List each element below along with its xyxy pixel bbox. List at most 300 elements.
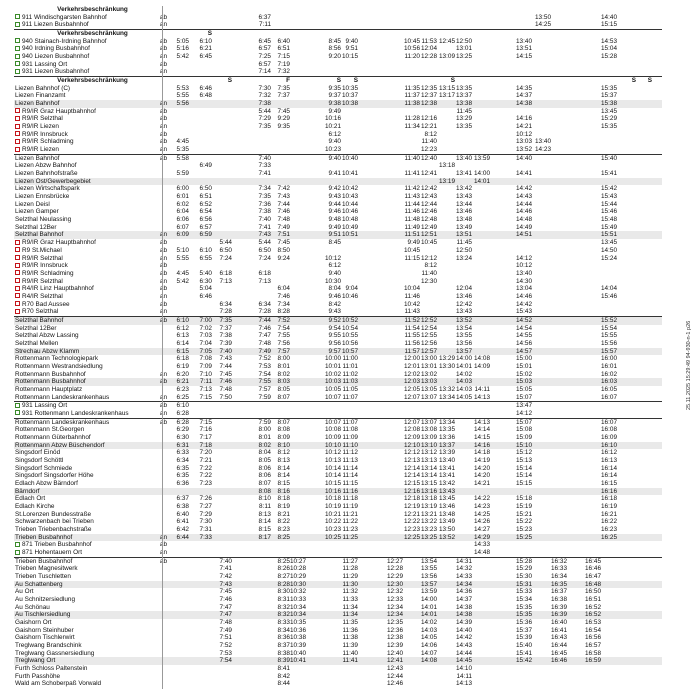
bus-connection-icon (15, 38, 20, 43)
stop-name (15, 170, 151, 178)
time-cell: 13:13 (421, 456, 437, 464)
stop-name-text: Verkehrsbeschränkung (57, 30, 128, 38)
time-cell: 15:31 (516, 580, 532, 588)
stop-name-text: Schwarzenbach bei Trieben (15, 518, 94, 526)
stop-name (15, 92, 151, 100)
bus-connection-icon (15, 14, 20, 19)
arrival-indicator: an (159, 393, 167, 401)
stop-name-text: Strechau Abzw Klamm (15, 347, 80, 355)
time-cell: 10:21 (325, 510, 341, 518)
time-cell: 11:33 (342, 596, 358, 604)
time-cell: 5:59 (176, 170, 189, 178)
time-cell: 12:14 (404, 464, 420, 472)
stop-name-text: R9 St.Michael (22, 246, 62, 254)
stop-name (15, 511, 151, 519)
time-cell: 15:37 (601, 92, 617, 100)
stop-name-text: R9/IR Schladming (22, 269, 74, 277)
time-cell: 13:45 (601, 107, 617, 115)
time-cell: 12:16 (404, 487, 420, 495)
timetable-row (14, 316, 662, 325)
time-cell: 13:48 (439, 510, 455, 518)
time-cell: 15:35 (516, 603, 532, 611)
time-cell: 13:56 (456, 339, 472, 347)
time-cell: 15:12 (516, 449, 532, 457)
time-cell: 7:35 (277, 84, 290, 92)
time-cell: 14:08 (421, 657, 437, 665)
time-cell: 7:16 (199, 426, 212, 434)
timetable-row (14, 21, 662, 29)
time-cell: 10:48 (342, 216, 358, 224)
timetable-row (14, 146, 662, 154)
time-cell: 13:32 (439, 385, 455, 393)
time-cell: 14:42 (516, 300, 532, 308)
time-cell: 14:15 (474, 433, 490, 441)
timetable-row (14, 596, 662, 604)
departure-indicator: ab (159, 13, 167, 21)
time-cell: 10:12 (516, 262, 532, 270)
time-cell: 10:30 (325, 277, 341, 285)
time-cell: 10:21 (325, 123, 341, 131)
time-cell: 15:15 (601, 21, 617, 29)
time-cell: 13:04 (516, 285, 532, 293)
time-cell: 9:51 (328, 231, 341, 239)
time-cell: 15:40 (516, 642, 532, 650)
time-cell: 14:16 (474, 441, 490, 449)
time-cell: 6:12 (328, 130, 341, 138)
stop-name (15, 146, 151, 154)
time-cell: 12:05 (404, 385, 420, 393)
time-cell: 10:07 (325, 418, 341, 426)
stop-name-text: Liezen Bahnhof (15, 100, 60, 108)
time-cell: 15:07 (516, 418, 532, 426)
time-cell: 10:42 (404, 300, 420, 308)
time-cell: 9:54 (328, 324, 341, 332)
time-cell: 16:52 (585, 603, 601, 611)
stop-name-text: R4/IR Linz Hauptbahnhof (22, 285, 94, 293)
stop-name-text: 931 Lassing Ort (22, 402, 68, 410)
time-cell: 16:40 (551, 619, 567, 627)
time-cell: 13:41 (456, 170, 472, 178)
time-cell: 14:21 (474, 479, 490, 487)
time-cell: 8:13 (258, 510, 271, 518)
time-cell: 16:48 (585, 580, 601, 588)
time-cell: 15:08 (516, 426, 532, 434)
time-cell: 16:18 (601, 495, 617, 503)
time-cell: 13:49 (439, 518, 455, 526)
time-cell: 12:48 (421, 216, 437, 224)
time-cell: 16:43 (551, 634, 567, 642)
train-connection-icon (15, 139, 20, 144)
time-cell: 7:04 (199, 339, 212, 347)
time-cell: 7:15 (199, 393, 212, 401)
time-cell: 13:46 (456, 292, 472, 300)
time-cell: 6:59 (199, 231, 212, 239)
time-cell: 7:13 (219, 277, 232, 285)
time-cell: 15:30 (516, 573, 532, 581)
bus-connection-icon (15, 410, 20, 415)
stop-name (15, 642, 151, 650)
time-cell: 13:09 (421, 433, 437, 441)
time-cell: 15:10 (516, 441, 532, 449)
time-cell: 13:44 (456, 200, 472, 208)
stop-name (15, 465, 151, 473)
time-cell: 7:11 (200, 378, 212, 386)
stop-name (15, 123, 151, 131)
time-cell: 10:45 (404, 37, 420, 45)
time-cell: 9:43 (328, 308, 341, 316)
time-cell: 14:40 (516, 154, 532, 162)
stop-name (15, 108, 151, 116)
time-cell: 13:52 (516, 146, 532, 154)
time-cell: 10:37 (342, 92, 358, 100)
stop-name (15, 208, 151, 216)
time-cell: 6:44 (176, 533, 189, 541)
time-cell: 13:10 (421, 441, 437, 449)
time-cell: 15:37 (516, 626, 532, 634)
time-cell: 8:23 (277, 526, 290, 534)
time-cell: 13:50 (535, 13, 551, 21)
time-cell: 10:15 (342, 53, 358, 61)
stop-name-text: Edlach Kirche (15, 503, 55, 510)
time-cell: 10:38 (342, 100, 358, 108)
stop-name (15, 185, 151, 193)
time-cell: 7:42 (277, 185, 290, 193)
time-cell: 14:42 (456, 634, 472, 642)
time-cell: 16:19 (601, 503, 617, 510)
stop-name (15, 247, 151, 255)
time-cell: 8:31 (277, 596, 290, 604)
time-cell: 16:12 (601, 449, 617, 457)
time-cell: 6:18 (258, 269, 271, 277)
stop-name-text: Gaishorn Tischlerwirt (15, 634, 75, 642)
time-cell: 16:44 (551, 642, 567, 650)
stop-name-text: Selzthal Bahnhof (15, 231, 64, 239)
time-cell: 5:55 (176, 254, 189, 262)
time-cell: 13:35 (456, 84, 472, 92)
stop-name (15, 85, 151, 93)
time-cell: 6:30 (199, 277, 212, 285)
departure-indicator: ab (159, 154, 167, 162)
stop-name-text: Verkehrsbeschränkung (57, 77, 128, 85)
time-cell: 8:30 (277, 588, 290, 596)
bus-connection-icon (15, 550, 20, 555)
time-cell: 10:00 (325, 355, 341, 363)
time-cell: 7:38 (258, 208, 271, 216)
stop-name (15, 293, 151, 301)
timetable-row (14, 541, 662, 549)
time-cell: 8:15 (277, 479, 290, 487)
time-cell: 9:49 (328, 107, 341, 115)
train-connection-icon (15, 286, 20, 291)
timetable-row (14, 457, 662, 465)
time-cell: 11:32 (342, 588, 358, 596)
stop-name (15, 434, 151, 442)
stop-name (15, 301, 151, 309)
time-cell: 13:35 (439, 426, 455, 434)
time-cell: 14:51 (516, 231, 532, 239)
time-cell: 14:18 (474, 449, 490, 457)
time-cell: 14:09 (474, 362, 490, 370)
time-cell: 11:45 (456, 239, 472, 247)
time-cell: 12:32 (387, 588, 403, 596)
stop-name (15, 604, 151, 612)
time-cell: 14:03 (421, 626, 437, 634)
departure-indicator: ab (159, 285, 167, 293)
timetable-row (14, 301, 662, 309)
timetable-row (14, 92, 662, 100)
time-cell: 6:09 (176, 231, 189, 239)
stop-name (15, 410, 151, 418)
time-cell: 10:49 (342, 223, 358, 231)
time-cell: 12:41 (421, 170, 437, 178)
timetable-row (14, 363, 662, 371)
arrival-indicator: an (159, 308, 167, 316)
time-cell: 8:26 (277, 565, 290, 573)
time-cell: 14:54 (516, 324, 532, 332)
time-cell: 16:38 (551, 596, 567, 604)
time-cell: 6:35 (176, 464, 189, 472)
restriction-flag: S (631, 77, 636, 85)
timetable-row (14, 386, 662, 394)
departure-indicator: ab (159, 262, 167, 270)
stop-name-text: Edlach Abzw Bärndorf (15, 479, 78, 487)
stop-name (15, 371, 151, 379)
stop-name (15, 14, 151, 22)
stop-name-text: Singsdorf Schmiede (15, 464, 73, 472)
departure-indicator: ab (159, 418, 167, 426)
time-cell: 6:28 (176, 418, 189, 426)
timetable-row (14, 503, 662, 511)
time-cell: 10:27 (290, 557, 306, 565)
time-cell: 7:14 (258, 68, 271, 76)
stop-name (15, 634, 151, 642)
time-cell: 15:46 (601, 208, 617, 216)
time-cell: 7:39 (219, 339, 232, 347)
train-connection-icon (15, 247, 20, 252)
time-cell: 12:42 (456, 300, 472, 308)
time-cell: 12:54 (421, 324, 437, 332)
time-cell: 10:22 (325, 518, 341, 526)
time-cell: 7:34 (277, 300, 290, 308)
arrival-indicator: an (159, 100, 167, 108)
time-cell: 15:41 (601, 170, 617, 178)
time-cell: 12:38 (421, 100, 437, 108)
time-cell: 12:50 (456, 246, 472, 254)
time-cell: 6:56 (199, 216, 212, 224)
time-cell: 15:03 (516, 378, 532, 386)
time-cell: 16:52 (585, 611, 601, 619)
stop-name-text: Furth Schloss Paltenstein (15, 665, 88, 673)
time-cell: 7:53 (219, 649, 232, 657)
time-cell: 11:16 (342, 487, 358, 495)
timetable-row (14, 355, 662, 363)
time-cell: 8:34 (277, 626, 290, 634)
time-cell: 11:39 (342, 642, 358, 650)
time-cell: 11:53 (421, 37, 437, 45)
time-cell: 7:48 (219, 619, 232, 627)
time-cell: 6:46 (199, 292, 212, 300)
time-cell: 6:42 (176, 526, 189, 534)
time-cell: 12:34 (387, 603, 403, 611)
time-cell: 13:01 (456, 45, 472, 53)
time-cell: 16:02 (601, 370, 617, 378)
time-cell: 12:12 (404, 449, 420, 457)
stop-name-text: Treglwang Ort (15, 657, 56, 665)
timetable-row (14, 549, 662, 557)
time-cell: 13:25 (421, 533, 437, 541)
time-cell: 10:04 (404, 285, 420, 293)
timetable (14, 6, 662, 688)
time-cell: 10:30 (290, 580, 306, 588)
time-cell: 16:16 (601, 487, 617, 495)
stop-name (15, 386, 151, 394)
stop-name-text: Trieben Magnesitwerk (15, 565, 78, 573)
time-cell: 10:45 (421, 239, 437, 247)
timetable-row (14, 650, 662, 658)
time-cell: 13:52 (439, 533, 455, 541)
stop-name (15, 657, 151, 665)
time-cell: 7:28 (258, 308, 271, 316)
time-cell: 14:08 (474, 355, 490, 363)
time-cell: 13:15 (439, 84, 455, 92)
time-cell: 8:10 (258, 495, 271, 503)
time-cell: 13:14 (421, 464, 437, 472)
time-cell: 11:56 (404, 339, 420, 347)
time-cell: 14:04 (601, 285, 617, 293)
time-cell: 12:44 (421, 200, 437, 208)
time-cell: 16:37 (551, 588, 567, 596)
stop-name (15, 270, 151, 278)
time-cell: 8:01 (258, 433, 271, 441)
time-cell: 9:48 (328, 216, 341, 224)
stop-name-text: Verkehrsbeschränkung (57, 6, 128, 13)
time-cell: 16:39 (551, 611, 567, 619)
stop-name (15, 378, 151, 386)
stop-name-text: Selzthal 12Ber (15, 324, 57, 332)
timetable-row (14, 208, 662, 216)
time-cell: 9:49 (407, 239, 420, 247)
time-cell: 13:46 (456, 208, 472, 216)
stop-name-text: Selzthal Abzw Lassing (15, 332, 79, 340)
time-cell: 6:30 (176, 433, 189, 441)
timetable-row (14, 308, 662, 316)
timetable-row (14, 401, 662, 410)
time-cell: 11:40 (421, 269, 437, 277)
restriction-flag: S (207, 30, 212, 38)
time-cell: 8:25 (277, 533, 290, 541)
time-cell: 7:54 (219, 657, 232, 665)
time-cell: 12:39 (387, 642, 403, 650)
time-cell: 12:57 (421, 347, 437, 355)
time-cell: 6:40 (277, 37, 290, 45)
time-cell: 8:42 (328, 300, 341, 308)
stop-name (15, 278, 151, 286)
restriction-flag: S (353, 77, 358, 85)
time-cell: 13:22 (421, 518, 437, 526)
time-cell: 14:27 (474, 526, 490, 534)
time-cell: 7:40 (258, 154, 271, 162)
time-cell: 14:06 (421, 642, 437, 650)
stop-name (15, 457, 151, 465)
stop-name (15, 488, 151, 496)
stop-name (15, 581, 151, 589)
time-cell: 11:27 (342, 557, 358, 565)
time-cell: 6:25 (176, 393, 189, 401)
time-cell: 7:05 (199, 347, 212, 355)
bus-connection-icon (15, 22, 20, 27)
time-cell: 14:46 (516, 292, 532, 300)
stop-name (15, 619, 151, 627)
stop-name-text: Trieben Busbahnhof (15, 557, 73, 565)
stop-name-text: 940 Stainach-Irdning Bahnhof (22, 37, 107, 45)
restriction-flag: F (286, 77, 290, 85)
stop-name (15, 178, 151, 186)
time-cell: 13:05 (421, 385, 437, 393)
time-cell: 10:15 (325, 479, 341, 487)
stop-name-text: Liezen Finanzamt (15, 92, 66, 100)
time-cell: 7:00 (199, 316, 212, 324)
time-cell: 8:07 (277, 393, 290, 401)
time-cell: 11:36 (342, 626, 358, 634)
time-cell: 12:46 (387, 680, 403, 688)
time-cell: 12:30 (421, 277, 437, 285)
stop-name (15, 472, 151, 480)
time-cell: 10:36 (290, 626, 306, 634)
time-cell: 14:43 (456, 642, 472, 650)
timetable-row (14, 231, 662, 239)
time-cell: 7:44 (219, 362, 232, 370)
bus-connection-icon (15, 542, 20, 547)
time-cell: 12:40 (421, 154, 437, 162)
stop-name (15, 348, 151, 356)
time-cell: 13:23 (421, 526, 437, 534)
stop-name-text: R9/IR Graz Hauptbahnhof (22, 239, 96, 247)
time-cell: 13:40 (535, 138, 551, 146)
stop-name-text: Treglwang Gassnersiedlung (15, 649, 95, 657)
time-cell: 9:40 (328, 154, 341, 162)
time-cell: 6:50 (199, 185, 212, 193)
time-cell: 7:46 (258, 324, 271, 332)
arrival-indicator: an (159, 53, 167, 61)
timetable-row (14, 680, 662, 688)
time-cell: 13:50 (439, 526, 455, 534)
time-cell: 8:17 (258, 533, 271, 541)
time-cell: 11:05 (342, 385, 358, 393)
time-cell: 7:41 (219, 565, 232, 573)
time-cell: 14:05 (456, 393, 472, 401)
departure-indicator: ab (159, 60, 167, 68)
time-cell: 13:54 (421, 557, 437, 565)
time-cell: 13:43 (439, 487, 455, 495)
time-cell: 8:02 (258, 441, 271, 449)
time-cell: 15:56 (601, 339, 617, 347)
time-cell: 16:59 (585, 657, 601, 665)
time-cell: 14:14 (474, 426, 490, 434)
time-cell: 6:51 (199, 193, 212, 201)
time-cell: 13:08 (421, 426, 437, 434)
time-cell: 8:07 (258, 479, 271, 487)
stop-name (15, 480, 151, 488)
restriction-header-row (14, 76, 662, 85)
time-cell: 16:01 (601, 362, 617, 370)
time-cell: 6:48 (199, 92, 212, 100)
stop-name (15, 363, 151, 371)
time-cell: 14:23 (535, 146, 551, 154)
time-cell: 14:11 (456, 672, 472, 680)
time-cell: 14:21 (516, 123, 532, 131)
time-cell: 13:24 (456, 254, 472, 262)
time-cell: 8:28 (277, 308, 290, 316)
